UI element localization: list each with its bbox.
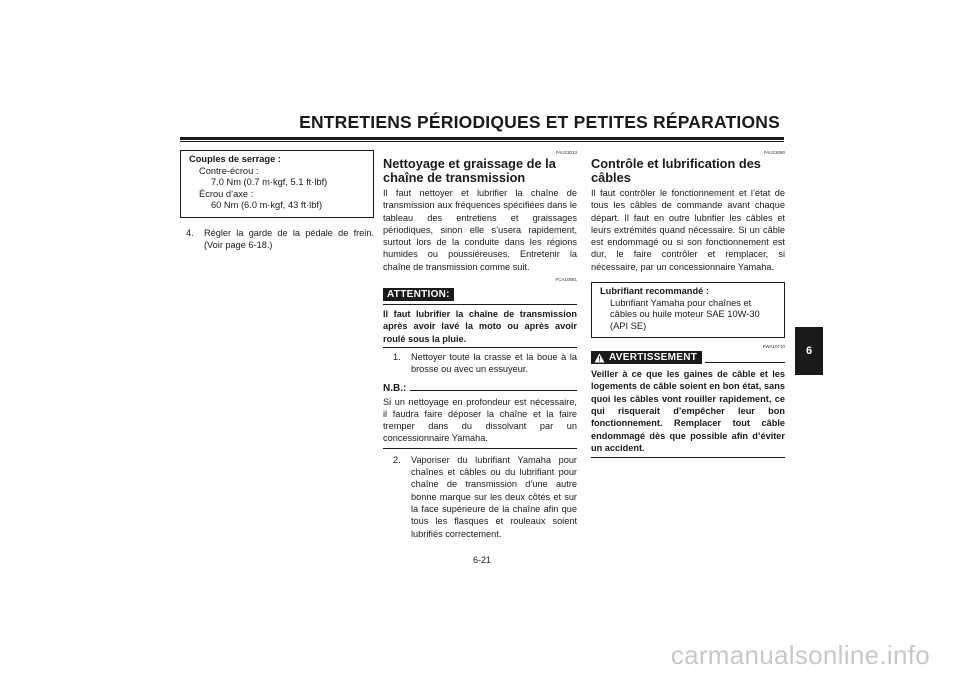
note-text: Si un nettoyage en profondeur est nécessaire, il faudra faire déposer la chaîne et la faire tremper dans du dissolvant par un concessionnaire Yamaha.: [383, 396, 577, 444]
step-number: 4.: [186, 227, 194, 238]
lubricant-spec-box: [591, 282, 785, 338]
note-rule-bottom: [383, 448, 577, 449]
note-label: N.B.:: [383, 382, 407, 394]
header-rule-thin: [180, 141, 784, 142]
torque-axle-nut-value: 60 Nm (6.0 m·kgf, 43 ft·lbf): [211, 200, 323, 210]
header-rule-thick: [180, 137, 784, 140]
watermark-text: carmanualsonline.info: [670, 640, 930, 670]
attention-text: Il faut lubrifier la chaîne de transmission après avoir lavé la moto ou après avoir roulé sous la pluie.: [383, 309, 577, 344]
warning-label: AVERTISSEMENT: [609, 352, 698, 364]
step-number: 1.: [393, 351, 401, 362]
attention-rule-top: [383, 304, 577, 305]
chapter-tab: 6: [795, 327, 823, 375]
reference-code: FWA10710: [762, 344, 785, 350]
step-4: [180, 227, 374, 252]
warning-badge: [591, 351, 702, 364]
section-heading-chain: Nettoyage et graissage de la chaîne de transmission: [383, 156, 556, 185]
warning-header: [591, 351, 785, 364]
torque-locknut-value: 7.0 Nm (0.7 m·kgf, 5.1 ft·lbf): [211, 177, 328, 187]
warning-rule: [705, 362, 785, 363]
reference-code: FAU23013: [555, 150, 577, 155]
warning-triangle-icon: [594, 353, 605, 363]
page-number: 6-21: [472, 555, 491, 565]
note-header: [383, 383, 577, 394]
torque-box-title: Couples de serrage :: [189, 154, 281, 164]
step-text: Régler la garde de la pédale de frein. (Voir page 6-18.): [204, 227, 374, 250]
page-header-title: ENTRETIENS PÉRIODIQUES ET PETITES RÉPARATIONS: [299, 112, 780, 132]
attention-badge: ATTENTION:: [383, 288, 454, 301]
attention-header: [383, 284, 577, 302]
column-right: [591, 150, 785, 458]
step-text: Nettoyer toute la crasse et la boue à la brosse ou avec un essuyeur.: [411, 351, 577, 375]
step-2: [383, 454, 577, 540]
warning-text: Veiller à ce que les gaines de câble et les logements de câble soient en bon état, sans quoi les câbles vont rouiller rapidement, ce qui risquerait d’empêcher leur bon fonctionnement. Remplacer tout câble endommagé dès que possible afin d’éviter un accident.: [591, 369, 785, 453]
step-text: Vaporiser du lubrifiant Yamaha pour chaînes et câbles ou du lubrifiant pour chaîne de transmission d’une autre bonne marque sur les deux côtés et sur la face supérieure de la chaîne afin que tous les flasques et rouleaux soient lubrifiés correctement.: [411, 454, 577, 539]
torque-spec-box: [180, 150, 374, 218]
reference-code: FAU23090: [763, 150, 785, 155]
note-rule: [410, 390, 577, 391]
attention-rule-bottom: [383, 347, 577, 348]
column-left: [180, 150, 374, 251]
reference-code: FCA10581: [555, 277, 577, 283]
cables-intro-paragraph: Il faut contrôler le fonctionnement et l’état de tous les câbles de commande avant chaque départ. Il faut en outre lubrifier les câbles et leurs extrémités quand nécessaire. Si un câble est endommagé ou si son fonctionnement est dur, le faire contrôler et remplacer, si nécessaire, par un concessionnaire Yamaha.: [591, 188, 785, 272]
column-middle: [383, 150, 577, 540]
torque-locknut-label: Contre-écrou :: [199, 165, 259, 176]
step-1: [383, 351, 577, 376]
warning-rule-bottom: [591, 457, 785, 458]
chain-intro-paragraph: Il faut nettoyer et lubrifier la chaîne de transmission aux fréquences spécifiées dans le tableau des entretiens et graissages périodiques, sinon elle s’usera rapidement, surtout lors de la conduite dans les régions humides ou poussiéreuses. Entretenir la chaîne de transmission comme suit.: [383, 188, 577, 272]
section-heading-cables: Contrôle et lubrification des câbles: [591, 156, 761, 185]
lubricant-box-title: Lubrifiant recommandé :: [600, 286, 709, 297]
torque-axle-nut-label: Écrou d’axe :: [199, 188, 254, 199]
lubricant-box-text: Lubrifiant Yamaha pour chaînes et câbles ou huile moteur SAE 10W-30 (API SE): [610, 297, 760, 331]
step-number: 2.: [393, 454, 401, 465]
